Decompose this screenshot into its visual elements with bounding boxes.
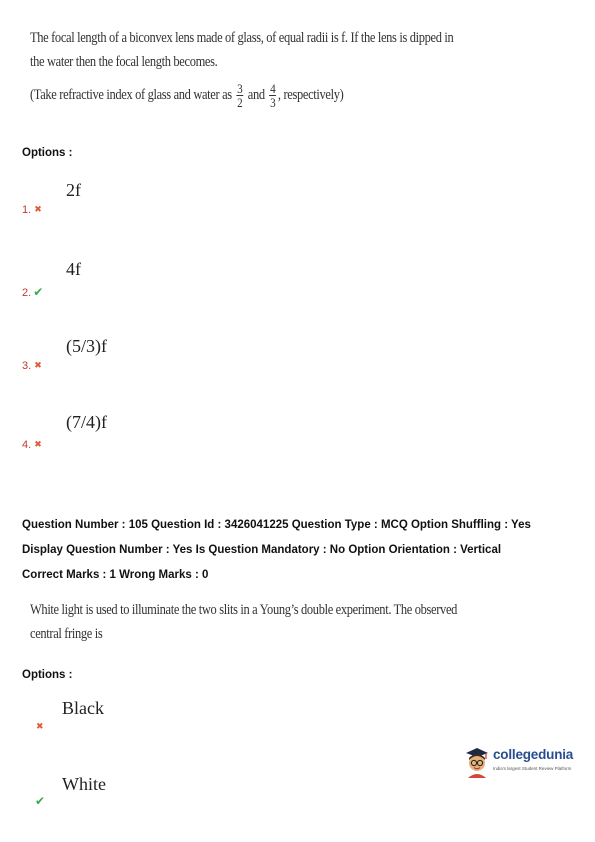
option-2[interactable]	[22, 285, 43, 299]
option-2-value: 4f	[66, 259, 81, 279]
fraction-4-3	[269, 82, 276, 109]
check-icon: ✔	[33, 285, 44, 299]
option-white[interactable]	[35, 794, 45, 808]
option-black-value: Black	[62, 698, 104, 718]
option-3-value: (5/3)f	[66, 336, 107, 356]
question-1-line-2: the water then the focal length becomes.	[30, 54, 218, 70]
question-1-line-3	[30, 82, 343, 109]
question-2-line-2: central fringe is	[30, 626, 103, 642]
fraction-3-2	[236, 82, 243, 109]
option-black[interactable]	[36, 721, 44, 733]
options-label: Options :	[22, 669, 73, 681]
question-1-line-3-suffix: , respectively)	[277, 86, 344, 103]
option-1[interactable]	[22, 204, 42, 216]
option-4[interactable]	[22, 439, 42, 451]
collegedunia-logo	[460, 744, 585, 780]
question-meta-line-2: Display Question Number : Yes Is Question Mandatory : No Option Orientation : Vertical	[22, 544, 502, 556]
question-1-line-3-prefix: (Take refractive index of glass and water as	[30, 86, 232, 103]
option-number: 4.	[22, 439, 32, 451]
option-3[interactable]	[22, 360, 42, 372]
question-meta-line-3: Correct Marks : 1 Wrong Marks : 0	[22, 569, 209, 581]
logo-name: collegedunia	[493, 747, 574, 762]
logo-tagline: India's largest Student Review Platform	[493, 766, 572, 771]
option-number: 3.	[22, 360, 32, 372]
option-1-value: 2f	[66, 180, 81, 200]
option-4-value: (7/4)f	[66, 412, 107, 432]
option-number: 1.	[22, 204, 32, 216]
options-label: Options :	[22, 147, 73, 159]
option-number: 2.	[22, 287, 32, 299]
wrong-icon: ✖	[36, 721, 44, 731]
check-icon: ✔	[35, 794, 46, 808]
wrong-icon: ✖	[34, 204, 42, 214]
fraction-denominator: 3	[270, 95, 276, 110]
question-meta-line-1: Question Number : 105 Question Id : 3426041225 Question Type : MCQ Option Shuffling : Yes	[22, 519, 531, 531]
fraction-denominator: 2	[237, 95, 243, 110]
question-1-line-1: The focal length of a biconvex lens made of glass, of equal radii is f. If the lens is dipped in	[30, 30, 454, 46]
option-white-value: White	[62, 774, 106, 794]
fraction-numerator: 3	[237, 81, 243, 96]
student-mascot-icon	[464, 746, 490, 778]
and-word: and	[247, 86, 265, 103]
wrong-icon: ✖	[34, 439, 42, 449]
wrong-icon: ✖	[34, 360, 42, 370]
question-2-line-1: White light is used to illuminate the two slits in a Young’s double experiment. The observed	[30, 602, 458, 618]
fraction-numerator: 4	[270, 81, 276, 96]
